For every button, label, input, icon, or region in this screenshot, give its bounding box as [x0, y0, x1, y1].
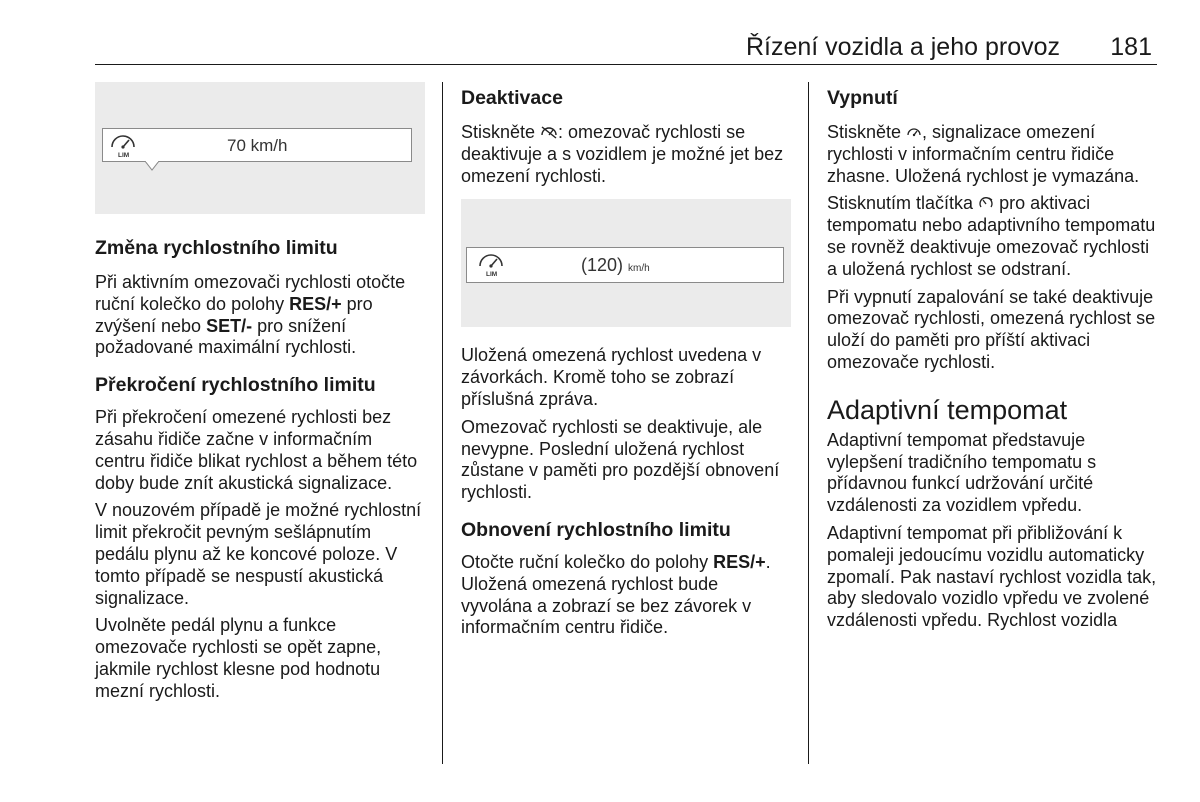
header-rule — [95, 64, 1157, 65]
speed-unit: km/h — [628, 263, 650, 275]
cruise-control-icon — [978, 196, 994, 210]
column-divider — [808, 82, 809, 764]
limiter-off-icon — [540, 125, 558, 139]
info-display — [102, 128, 412, 162]
column-1 — [95, 82, 425, 709]
speed-limiter-button-icon — [906, 125, 922, 139]
paragraph-acc-1: Adaptivní tempomat představuje vylepšení tradičního tempomatu s přídavnou funkcí udržování určité vzdálenosti za vozidlem vpředu. — [827, 429, 1097, 516]
text: pro snížení požadované maximální rychlosti. — [95, 315, 357, 358]
paragraph-restore — [461, 552, 791, 639]
svg-text:LIM: LIM — [486, 271, 498, 279]
text: pro aktivaci tempomatu nebo adaptivního tempomatu se rovněž deaktivuje omezovač rychlosti a uložená rychlost se odstraní. — [827, 193, 1156, 279]
column-3 — [827, 82, 1157, 638]
res-plus-label: RES/+ — [289, 293, 342, 314]
speed-limiter-display-figure — [95, 82, 425, 214]
heading-change-limit: Změna rychlostního limitu — [95, 237, 338, 259]
speed-limiter-icon — [477, 252, 505, 278]
heading-switch-off: Vypnutí — [827, 87, 898, 109]
speed-limiter-stored-figure — [461, 199, 791, 327]
speed-value: 70 km/h — [227, 136, 288, 155]
text: . Uložená omezená rychlost bude vyvolána a zobrazí se bez závorek v informačním centru řidiče. — [461, 551, 771, 638]
set-minus-label: SET/- — [206, 315, 253, 336]
paragraph-fault: Omezovač rychlosti se deaktivuje, ale nevypne. Poslední uložená rychlost zůstane v paměti pro pozdější obnovení rychlosti. — [461, 416, 780, 503]
text: pro zvýšení nebo — [95, 293, 373, 336]
text: , signalizace omezení rychlosti v informačním centru řidiče zhasne. Uložená rychlost je vymazána. — [827, 122, 1140, 186]
heading-deactivation: Deaktivace — [461, 87, 563, 109]
text: Stiskněte — [827, 122, 907, 142]
stored-speed-value — [581, 255, 650, 276]
heading-exceed-limit: Překročení rychlostního limitu — [95, 374, 376, 397]
page-number: 181 — [1110, 33, 1152, 61]
speed-number: (120) — [581, 255, 624, 276]
speed-limiter-icon — [109, 133, 137, 159]
paragraph-exceed-2: V nouzovém případě je možné rychlostní limit překročit pevným sešlápnutím pedálu plynu až ke koncové poloze. V tomto případě se nespustí akustická signalizace. — [95, 500, 422, 608]
column-2 — [461, 82, 791, 645]
callout-pointer — [145, 161, 159, 171]
paragraph-saved-speed: Uložená omezená rychlost uvedena v závorkách. Kromě toho se zobrazí příslušná zpráva. — [461, 345, 762, 409]
paragraph-ignition-off: Při vypnutí zapalování se také deaktivuje omezovač rychlosti, omezená rychlost se uloží do paměti pro příští aktivaci omezovače rychlosti. — [827, 286, 1156, 372]
paragraph-exceed-1: Při překročení omezené rychlosti bez zásahu řidiče začne v informačním centru řidiče blikat rychlost a během této doby bude znít akustická signalizace. — [95, 407, 418, 493]
paragraph-acc-2: Adaptivní tempomat při přibližování k pomaleji jedoucímu vozidlu automaticky zpomalí. Pak nastaví rychlost vozidla tak, aby sledovalo vozidlo vpředu ve zvolené vzdálenosti vpředu. Rychlost vozidla — [827, 522, 1157, 631]
heading-adaptive-cruise: Adaptivní tempomat — [827, 394, 1068, 425]
info-display — [466, 247, 784, 283]
paragraph-cruise-button — [827, 193, 1157, 280]
svg-text:LIM: LIM — [118, 152, 130, 159]
text: : omezovač rychlosti se deaktivuje a s vozidlem je možné jet bez omezení rychlosti. — [461, 122, 784, 186]
paragraph-switch-off — [827, 122, 1157, 187]
text: Otočte ruční kolečko do polohy — [461, 551, 714, 572]
header-title: Řízení vozidla a jeho provoz — [745, 33, 1060, 61]
paragraph-deactivation — [461, 122, 791, 187]
text: Při aktivním omezovači rychlosti otočte ruční kolečko do polohy — [95, 272, 406, 314]
paragraph-change-limit — [95, 272, 425, 359]
text: Stisknutím tlačítka — [827, 193, 979, 214]
res-plus-label: RES/+ — [713, 551, 766, 572]
paragraph-exceed-3: Uvolněte pedál plynu a funkce omezovače rychlosti se opět zapne, jakmile rychlost klesne pod hodnotu mezní rychlosti. — [95, 615, 382, 701]
text: Stiskněte — [461, 122, 541, 142]
heading-restore-limit: Obnovení rychlostního limitu — [461, 518, 731, 541]
column-divider — [442, 82, 443, 764]
